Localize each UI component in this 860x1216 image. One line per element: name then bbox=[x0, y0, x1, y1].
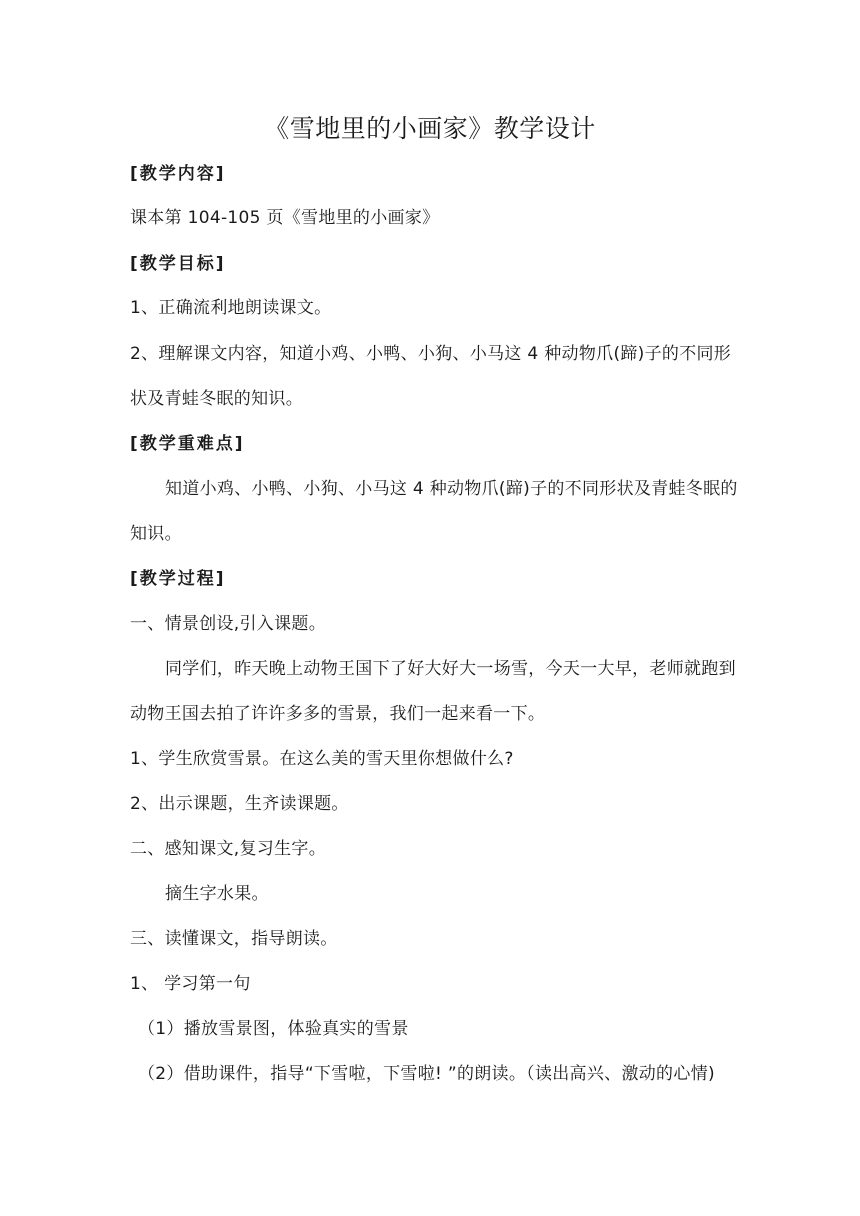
goal-item-2-line-1: 2、理解课文内容，知道小鸡、小鸭、小狗、小马这 4 种动物爪(蹄)子的不同形 bbox=[130, 344, 732, 364]
process-part-1-paragraph-line-2: 动物王国去拍了许许多多的雪景，我们一起来看一下。 bbox=[130, 704, 546, 724]
document-title: 《雪地里的小画家》教学设计 bbox=[264, 114, 596, 143]
content-text: 课本第 104-105 页《雪地里的小画家》 bbox=[130, 208, 440, 228]
key-points-line-2: 知识。 bbox=[130, 524, 182, 544]
process-part-3-sub-1: （1）播放雪景图，体验真实的雪景 bbox=[138, 1019, 409, 1039]
heading-process: [教学过程] bbox=[130, 569, 226, 589]
process-part-2-text: 摘生字水果。 bbox=[165, 884, 269, 904]
goal-item-2-line-2: 状及青蛙冬眠的知识。 bbox=[130, 389, 303, 409]
key-points-line-1: 知道小鸡、小鸭、小狗、小马这 4 种动物爪(蹄)子的不同形状及青蛙冬眠的 bbox=[165, 479, 738, 499]
heading-key-points: [教学重难点] bbox=[130, 434, 245, 454]
process-part-1-step-2: 2、出示课题，生齐读课题。 bbox=[130, 794, 349, 814]
process-part-1-title: 一、情景创设,引入课题。 bbox=[130, 614, 327, 634]
process-part-2-title: 二、感知课文,复习生字。 bbox=[130, 839, 327, 859]
heading-content: [教学内容] bbox=[130, 164, 226, 184]
process-part-1-paragraph-line-1: 同学们，昨天晚上动物王国下了好大好大一场雪，今天一大早，老师就跑到 bbox=[165, 659, 736, 679]
goal-item-1: 1、正确流利地朗读课文。 bbox=[130, 298, 332, 318]
process-part-3-sub-2: （2）借助课件，指导“下雪啦，下雪啦! ”的朗读。（读出高兴、激动的心情) bbox=[138, 1064, 715, 1084]
process-part-1-step-1: 1、学生欣赏雪景。在这么美的雪天里你想做什么? bbox=[130, 749, 514, 769]
heading-goals: [教学目标] bbox=[130, 254, 226, 274]
process-part-3-title: 三、读懂课文，指导朗读。 bbox=[130, 929, 338, 949]
process-part-3-step-1: 1、 学习第一句 bbox=[130, 974, 251, 994]
